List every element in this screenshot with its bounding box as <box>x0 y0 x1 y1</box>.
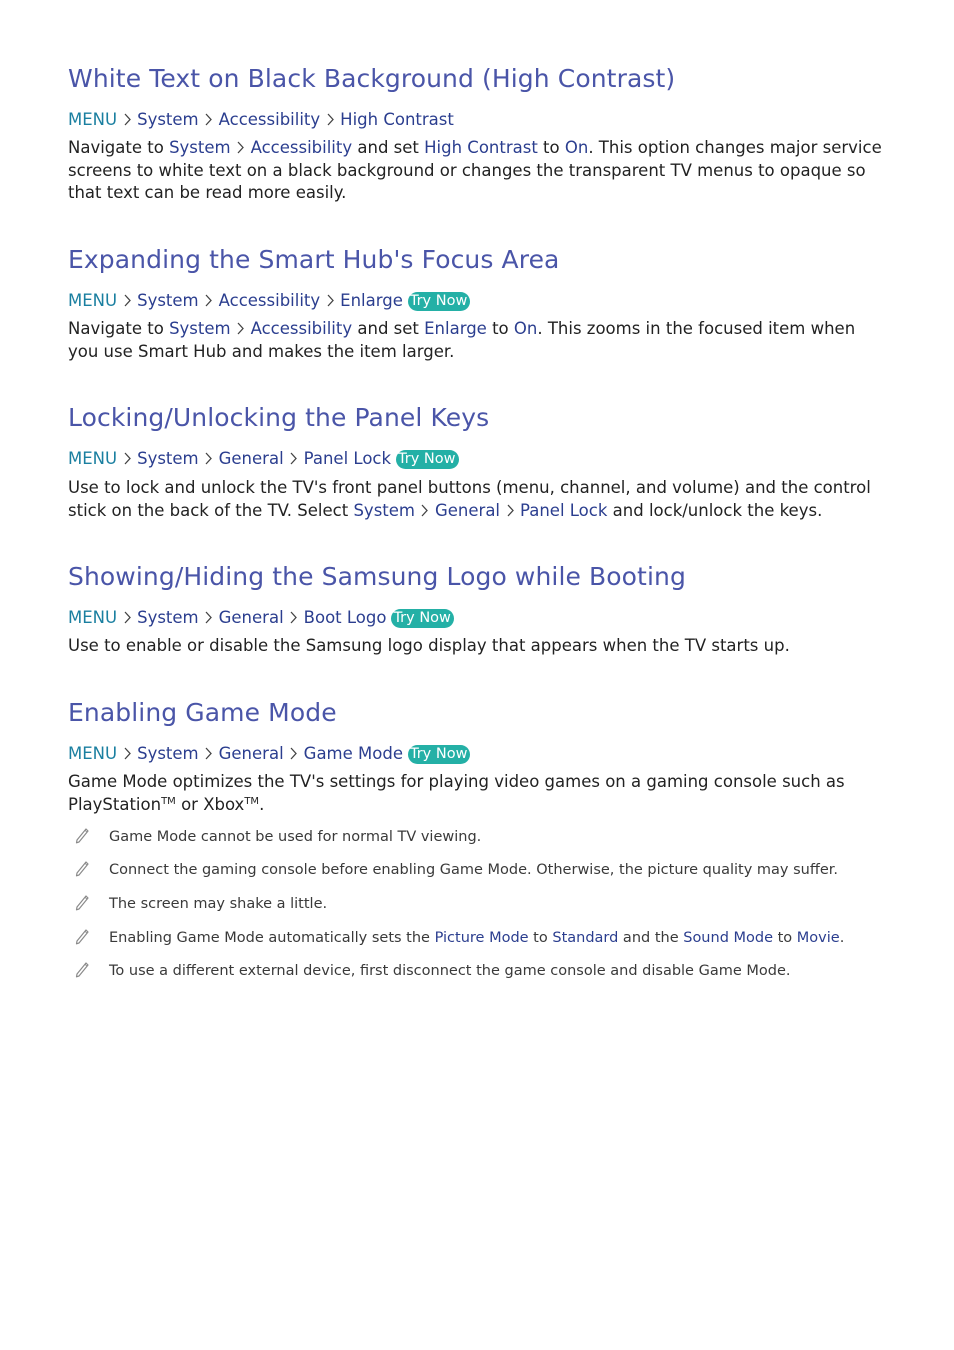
note-text-part: . <box>839 930 845 946</box>
note-text: The screen may shake a little. <box>109 896 328 912</box>
path-item-panel-lock[interactable]: Panel Lock <box>303 449 392 468</box>
chevron-right-icon <box>117 743 137 765</box>
pencil-note-icon <box>74 960 90 985</box>
menu-path <box>68 743 888 765</box>
note-text: To use a different external device, first disconnect the game console and disable Game Mode. <box>109 963 791 979</box>
note-item <box>68 893 908 915</box>
path-item-game-mode[interactable]: Game Mode <box>303 744 403 763</box>
path-item-menu[interactable]: MENU <box>68 744 118 763</box>
body-text: or Xbox <box>175 794 245 814</box>
chevron-right-icon <box>117 607 137 629</box>
keyword-system: System <box>169 138 231 157</box>
try-now-button[interactable]: Try Now <box>396 450 458 469</box>
path-item-boot-logo[interactable]: Boot Logo <box>303 608 387 627</box>
keyword-movie: Movie <box>796 930 840 946</box>
keyword-picture-mode: Picture Mode <box>434 930 529 946</box>
pencil-note-icon <box>74 826 90 851</box>
menu-path <box>68 607 888 629</box>
body-text: Navigate to <box>68 138 170 157</box>
pencil-note-icon <box>74 893 90 918</box>
section-game-mode <box>68 697 888 816</box>
body-text: Use to enable or disable the Samsung logo display that appears when the TV starts up. <box>68 636 790 655</box>
section-title: Enabling Game Mode <box>68 698 337 727</box>
note-text-part: to <box>528 930 553 946</box>
body-text: and set <box>352 319 425 338</box>
body-text: . This zooms in the focused item when you use Smart Hub and makes the item larger. <box>68 319 856 361</box>
try-now-button[interactable]: Try Now <box>408 745 470 764</box>
chevron-right-icon <box>231 318 251 341</box>
keyword-sound-mode: Sound Mode <box>683 930 774 946</box>
chevron-right-icon <box>199 743 219 765</box>
keyword-accessibility: Accessibility <box>250 319 353 338</box>
note-text <box>109 927 844 949</box>
body-text: . This option changes major service screens to white text on a black background or changes the transparent TV menus to opaque so that text can be read more easily. <box>68 138 882 202</box>
path-item-system[interactable]: System <box>137 744 199 763</box>
chevron-right-icon <box>199 290 219 312</box>
body-text: and lock/unlock the keys. <box>607 500 823 520</box>
chevron-right-icon <box>415 500 435 523</box>
chevron-right-icon <box>199 448 219 470</box>
section-title: Locking/Unlocking the Panel Keys <box>68 403 490 432</box>
body-text: Game Mode optimizes the TV's settings for playing video games on a gaming console such as PlayStation <box>68 772 845 814</box>
chevron-right-icon <box>117 109 137 131</box>
section-body <box>68 635 888 658</box>
try-now-button[interactable]: Try Now <box>408 292 470 311</box>
body-text: to <box>537 138 565 157</box>
keyword-panel-lock: Panel Lock <box>520 500 608 520</box>
section-focus-area <box>68 244 888 363</box>
menu-path <box>68 448 888 470</box>
chevron-right-icon <box>199 607 219 629</box>
keyword-general: General <box>434 500 501 520</box>
path-item-accessibility[interactable]: Accessibility <box>218 110 321 129</box>
keyword-on: On <box>564 138 589 157</box>
path-item-high-contrast[interactable]: High Contrast <box>340 110 454 129</box>
note-item <box>68 960 908 982</box>
path-item-enlarge[interactable]: Enlarge <box>340 291 403 310</box>
trademark-sup: TM <box>161 795 176 807</box>
try-now-button[interactable]: Try Now <box>391 609 453 628</box>
chevron-right-icon <box>284 448 304 470</box>
pencil-note-icon <box>74 859 90 884</box>
section-title: Expanding the Smart Hub's Focus Area <box>68 245 560 274</box>
note-item <box>68 826 908 848</box>
keyword-enlarge: Enlarge <box>424 319 487 338</box>
path-item-system[interactable]: System <box>137 608 199 627</box>
keyword-high-contrast: High Contrast <box>424 138 538 157</box>
note-text-part: and the <box>618 930 684 946</box>
note-item <box>68 927 908 949</box>
chevron-right-icon <box>500 500 520 523</box>
note-item <box>68 859 908 881</box>
body-text: . <box>259 794 265 814</box>
body-text: Use to lock and unlock the TV's front panel buttons (menu, channel, and volume) and the control stick on the back of the TV. Select <box>68 478 871 520</box>
section-high-contrast <box>68 63 888 205</box>
chevron-right-icon <box>231 137 251 160</box>
keyword-accessibility: Accessibility <box>250 138 353 157</box>
path-item-system[interactable]: System <box>137 291 199 310</box>
keyword-standard: Standard <box>552 930 619 946</box>
keyword-on: On <box>513 319 538 338</box>
chevron-right-icon <box>284 743 304 765</box>
path-item-general[interactable]: General <box>218 744 284 763</box>
chevron-right-icon <box>199 109 219 131</box>
trademark-sup: TM <box>244 795 260 807</box>
section-body <box>68 137 888 205</box>
chevron-right-icon <box>320 109 340 131</box>
section-boot-logo <box>68 561 888 658</box>
path-item-system[interactable]: System <box>137 110 199 129</box>
path-item-menu[interactable]: MENU <box>68 449 118 468</box>
menu-path <box>68 290 888 312</box>
path-item-menu[interactable]: MENU <box>68 608 118 627</box>
pencil-note-icon <box>74 927 90 952</box>
section-title: White Text on Black Background (High Contrast) <box>68 64 676 93</box>
body-text: Navigate to <box>68 319 170 338</box>
keyword-system: System <box>169 319 231 338</box>
path-item-menu[interactable]: MENU <box>68 291 118 310</box>
path-item-general[interactable]: General <box>218 449 284 468</box>
note-text-part: Enabling Game Mode automatically sets the <box>109 930 435 946</box>
section-body <box>68 477 888 522</box>
chevron-right-icon <box>284 607 304 629</box>
chevron-right-icon <box>320 290 340 312</box>
keyword-system: System <box>353 500 415 520</box>
chevron-right-icon <box>117 290 137 312</box>
section-title: Showing/Hiding the Samsung Logo while Booting <box>68 562 686 591</box>
menu-path <box>68 109 888 131</box>
path-item-system[interactable]: System <box>137 449 199 468</box>
path-item-accessibility[interactable]: Accessibility <box>218 291 321 310</box>
section-body <box>68 771 888 816</box>
section-panel-keys <box>68 402 888 522</box>
path-item-general[interactable]: General <box>218 608 284 627</box>
note-text: Game Mode cannot be used for normal TV viewing. <box>109 829 482 845</box>
chevron-right-icon <box>117 448 137 470</box>
section-body <box>68 318 888 363</box>
body-text: to <box>486 319 514 338</box>
body-text: and set <box>352 138 425 157</box>
note-text-part: to <box>773 930 797 946</box>
note-text: Connect the gaming console before enabling Game Mode. Otherwise, the picture quality may suffer. <box>109 862 838 878</box>
path-item-menu[interactable]: MENU <box>68 110 118 129</box>
